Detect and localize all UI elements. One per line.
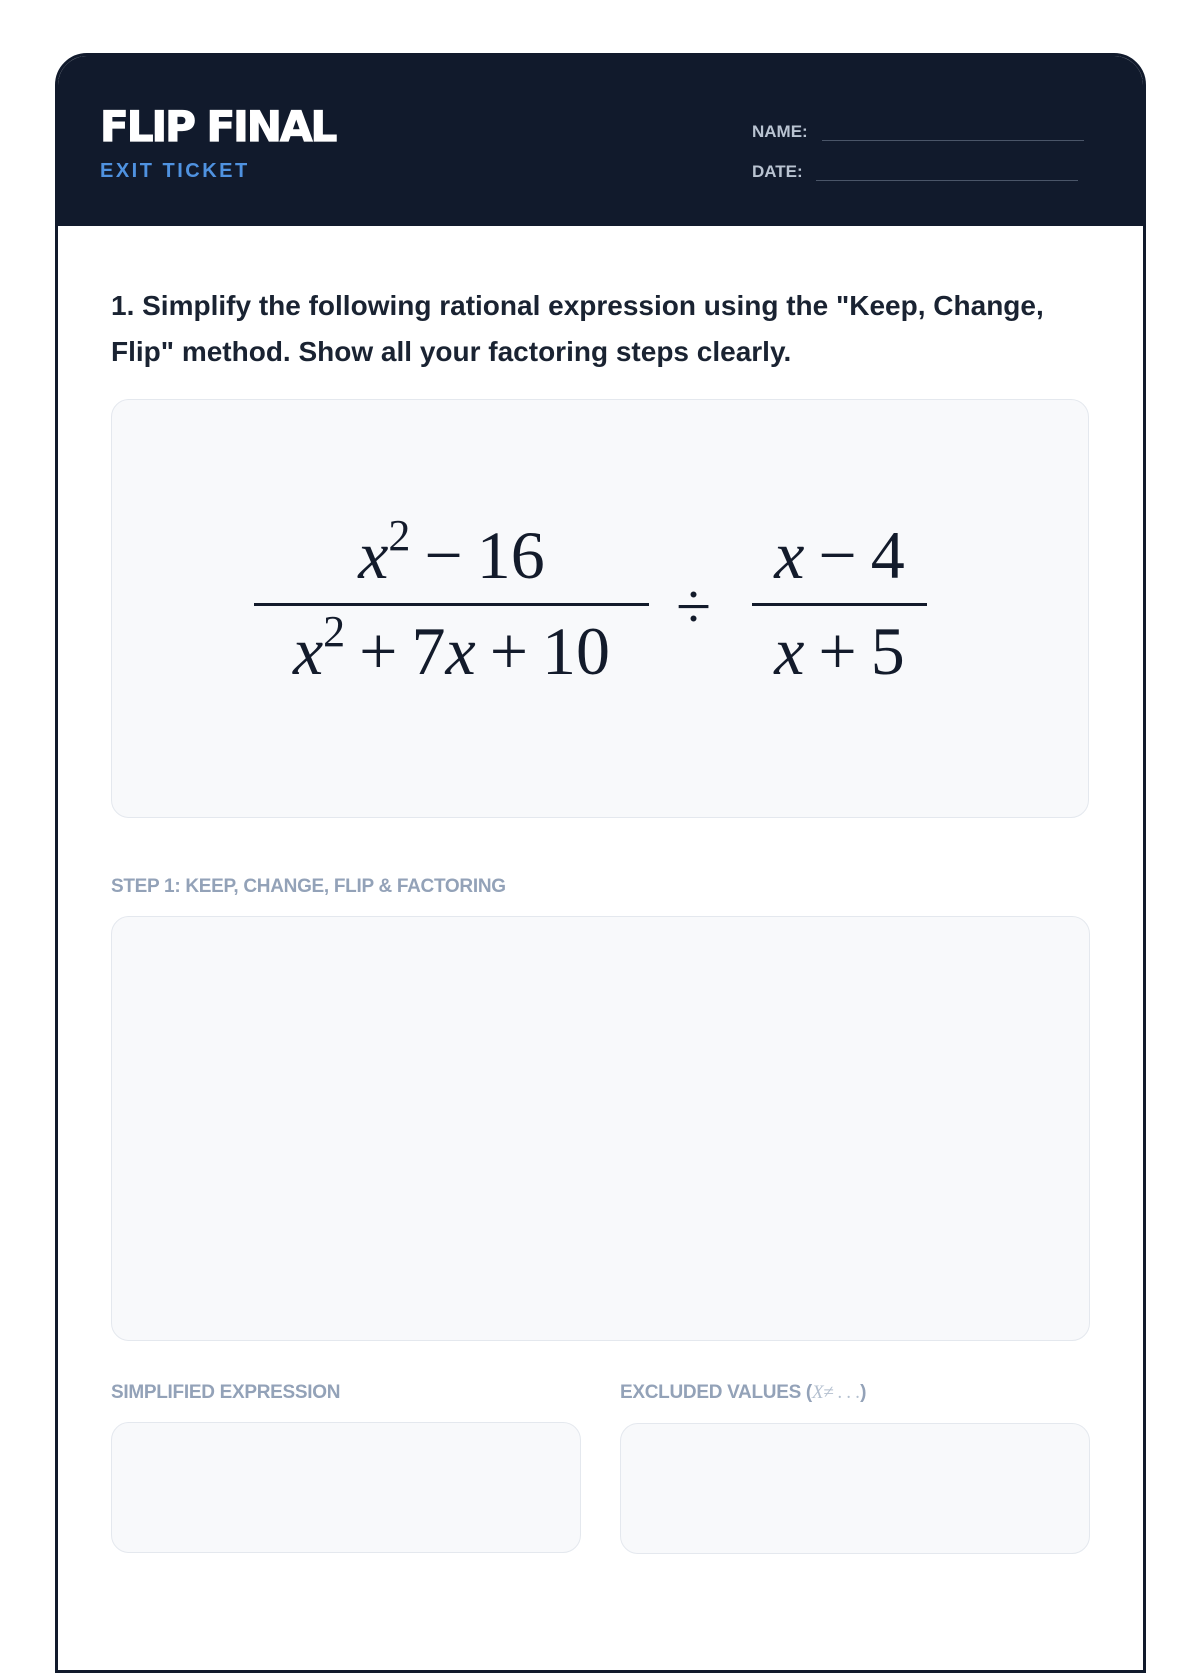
exit-ticket-card (55, 53, 1146, 1673)
excluded-values-box[interactable] (620, 1423, 1090, 1554)
expression-box (111, 399, 1089, 818)
fraction-1-denominator: $x^2 + 7x + 10$ (292, 607, 611, 689)
date-label: DATE: (752, 162, 803, 181)
simplified-expression-box[interactable] (111, 1422, 581, 1553)
fraction-2-numerator: x − 4 (774, 517, 905, 593)
step1-work-area[interactable] (111, 916, 1090, 1341)
fraction-2-bar (752, 603, 927, 606)
name-label: NAME: (752, 122, 808, 141)
name-field[interactable] (822, 140, 1084, 141)
excluded-values-label: EXCLUDED VALUES (X≠ . . .) (620, 1382, 867, 1403)
simplified-expression-label: SIMPLIFIED EXPRESSION (111, 1382, 341, 1403)
fraction-2-denominator: x + 5 (774, 613, 905, 689)
worksheet-subtitle: EXIT TICKET (100, 160, 250, 182)
question-prompt: 1. Simplify the following rational expression using the "Keep, Change, Flip" method. Show all your factoring steps clearly. (111, 290, 1044, 367)
fraction-1-numerator: $x^2 - 16$ (358, 511, 545, 593)
date-field[interactable] (816, 180, 1078, 181)
division-sign: ÷ (676, 571, 712, 642)
fraction-1-bar (254, 603, 649, 606)
worksheet-title: FLIP FINAL (100, 102, 336, 151)
step1-label: STEP 1: KEEP, CHANGE, FLIP & FACTORING (111, 876, 506, 897)
header-banner (58, 56, 1143, 226)
